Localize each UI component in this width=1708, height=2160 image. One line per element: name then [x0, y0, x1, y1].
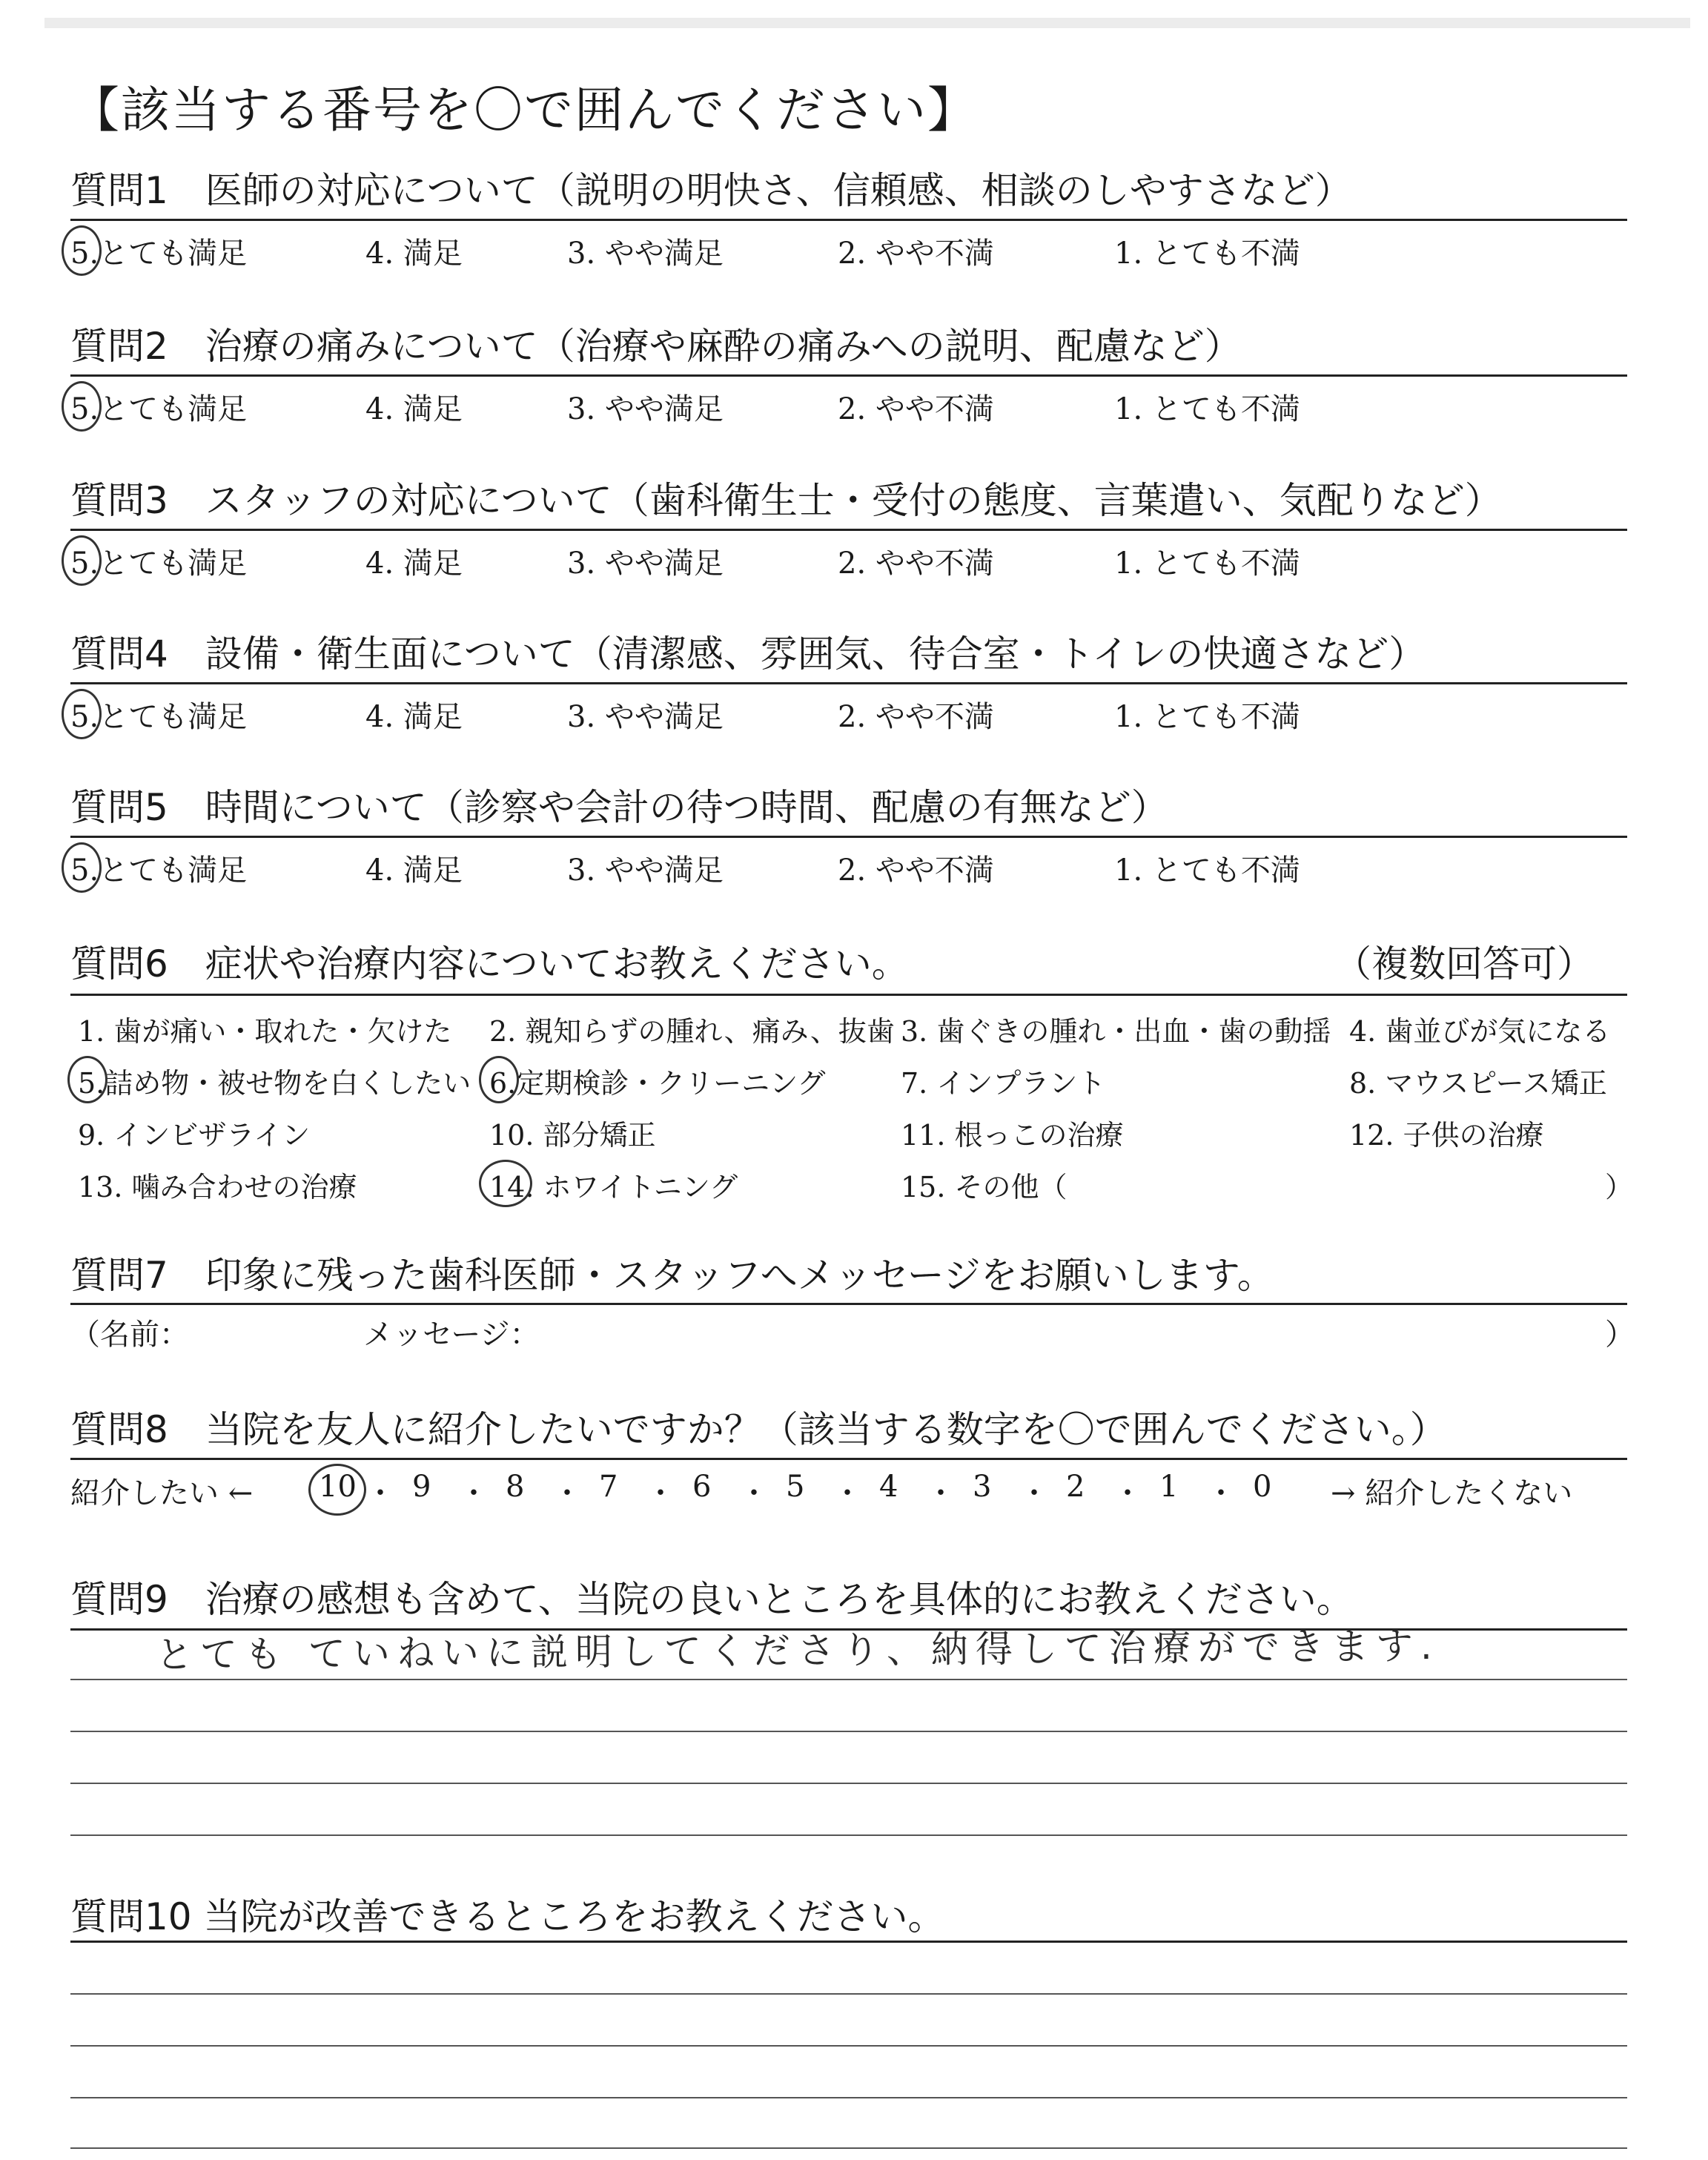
rating-option[interactable]: 4. 満足 — [365, 392, 463, 426]
question-rule — [70, 529, 1627, 531]
scale-separator: ・ — [365, 1476, 395, 1510]
rating-option[interactable]: 1. とても不満 — [1114, 392, 1300, 426]
q7-message-label: メッセージ： — [363, 1318, 540, 1352]
scale-separator: ・ — [833, 1476, 862, 1510]
question-2 — [70, 323, 1627, 370]
q6-option[interactable]: 12. 子供の治療 — [1349, 1119, 1544, 1152]
scale-number[interactable]: 10 — [319, 1470, 357, 1504]
q6-option[interactable]: 13. 噛み合わせの治療 — [78, 1171, 357, 1203]
scale-number[interactable]: 1 — [1159, 1470, 1179, 1504]
rating-option[interactable]: 1. とても不満 — [1114, 853, 1300, 888]
q10-block — [70, 1893, 1627, 1941]
rating-option[interactable]: 5.とても満足 — [70, 237, 248, 271]
q6-option[interactable]: 14. ホワイトニング — [489, 1171, 738, 1203]
rating-option[interactable]: 2. やや不満 — [838, 392, 994, 426]
q7-name-label: （名前： — [70, 1318, 189, 1352]
rating-options — [70, 540, 1627, 584]
q10-line — [70, 1993, 1627, 1995]
question-rule — [70, 219, 1627, 221]
rating-option[interactable]: 5.とても満足 — [70, 546, 248, 581]
scale-separator: ・ — [1206, 1476, 1236, 1510]
q6-note: （複数回答可） — [1334, 942, 1594, 985]
rating-option[interactable]: 3. やや満足 — [567, 700, 724, 734]
rating-options — [70, 693, 1627, 738]
selection-circle — [62, 535, 102, 586]
rating-options — [70, 230, 1627, 274]
rating-option[interactable]: 2. やや不満 — [838, 853, 994, 888]
question-title: 質問3 スタッフの対応について（歯科衛生士・受付の態度、言葉遣い、気配りなど） — [70, 479, 1502, 522]
rating-option[interactable]: 4. 満足 — [365, 700, 463, 734]
q6-option[interactable]: 3. 歯ぐきの腫れ・出血・歯の動揺 — [901, 1015, 1331, 1048]
q6-option[interactable]: 9. インビザライン — [78, 1119, 311, 1152]
question-title: 質問4 設備・衛生面について（清潔感、雰囲気、待合室・トイレの快適さなど） — [70, 633, 1426, 676]
q9-line — [70, 1783, 1627, 1784]
q6-option[interactable]: 4. 歯並びが気になる — [1349, 1015, 1611, 1048]
q6-option[interactable]: 6.定期検診・クリーニング — [489, 1067, 826, 1100]
rating-option[interactable]: 3. やや満足 — [567, 853, 724, 888]
q9-title: 質問9 治療の感想も含めて、当院の良いところを具体的にお教えください。 — [70, 1578, 1354, 1621]
scale-number[interactable]: 8 — [506, 1470, 525, 1504]
q6-option[interactable]: 7. インプラント — [901, 1067, 1106, 1100]
question-5 — [70, 784, 1627, 831]
question-title: 質問1 医師の対応について（説明の明快さ、信頼感、相談のしやすさなど） — [70, 169, 1352, 212]
q6-option[interactable]: 5.詰め物・被せ物を白くしたい — [78, 1067, 471, 1100]
rating-option[interactable]: 4. 満足 — [365, 546, 463, 581]
q7-block — [70, 1252, 1627, 1299]
scale-number[interactable]: 4 — [879, 1470, 898, 1504]
q9-line — [70, 1679, 1627, 1680]
question-rule — [70, 374, 1627, 377]
rating-option[interactable]: 2. やや不満 — [838, 700, 994, 734]
q9-handwritten-answer: とても ていねいに説明してくださり、納得して治療ができます. — [155, 1624, 1440, 1677]
rating-option[interactable]: 3. やや満足 — [567, 392, 724, 426]
rating-option[interactable]: 1. とても不満 — [1114, 700, 1300, 734]
q7-message-line — [70, 1311, 1635, 1355]
q10-line — [70, 2147, 1627, 2149]
q9-line — [70, 1834, 1627, 1836]
rating-options — [70, 386, 1627, 430]
q8-title: 質問8 当院を友人に紹介したいですか？（該当する数字を〇で囲んでください。） — [70, 1408, 1447, 1451]
q8-block — [70, 1406, 1627, 1453]
q10-line — [70, 2045, 1627, 2047]
scale-separator: ・ — [739, 1476, 769, 1510]
q6-option[interactable]: 2. 親知らずの腫れ、痛み、抜歯 — [489, 1015, 895, 1048]
question-title: 質問5 時間について（診察や会計の待つ時間、配慮の有無など） — [70, 786, 1168, 829]
q7-rule — [70, 1303, 1627, 1305]
rating-options — [70, 847, 1627, 891]
selection-circle — [308, 1464, 366, 1516]
q8-right-label: → 紹介したくない — [1331, 1476, 1573, 1510]
scale-separator: ・ — [1113, 1476, 1142, 1510]
question-title: 質問2 治療の痛みについて（治療や麻酔の痛みへの説明、配慮など） — [70, 325, 1242, 368]
rating-option[interactable]: 1. とても不満 — [1114, 546, 1300, 581]
rating-option[interactable]: 3. やや満足 — [567, 546, 724, 581]
q6-option[interactable]: 8. マウスピース矯正 — [1349, 1067, 1607, 1100]
scale-number[interactable]: 6 — [692, 1470, 712, 1504]
q10-rule — [70, 1941, 1627, 1943]
selection-circle — [479, 1160, 532, 1207]
question-3 — [70, 477, 1627, 524]
selection-circle — [479, 1056, 519, 1103]
rating-option[interactable]: 2. やや不満 — [838, 237, 994, 271]
q10-line — [70, 2097, 1627, 2098]
q6-option[interactable]: 15. その他（ — [901, 1171, 1068, 1203]
q7-close-paren: ） — [1605, 1318, 1635, 1352]
selection-circle — [62, 689, 102, 739]
q9-line — [70, 1731, 1627, 1732]
form-header: 【該当する番号を〇で囲んでください】 — [70, 82, 978, 139]
scale-separator: ・ — [1019, 1476, 1049, 1510]
rating-option[interactable]: 3. やや満足 — [567, 237, 724, 271]
rating-option[interactable]: 5.とても満足 — [70, 392, 248, 426]
scale-separator: ・ — [646, 1476, 675, 1510]
q6-title-text: 質問6 症状や治療内容についてお教えください。 — [70, 942, 909, 985]
q6-option[interactable]: 1. 歯が痛い・取れた・欠けた — [78, 1015, 452, 1048]
rating-option[interactable]: 1. とても不満 — [1114, 237, 1300, 271]
selection-circle — [67, 1056, 107, 1103]
q10-title: 質問10 当院が改善できるところをお教えください。 — [70, 1895, 945, 1938]
q6-title — [70, 940, 1627, 988]
scale-number[interactable]: 2 — [1066, 1470, 1085, 1504]
q7-title: 質問7 印象に残った歯科医師・スタッフへメッセージをお願いします。 — [70, 1254, 1274, 1297]
scale-number[interactable]: 7 — [599, 1470, 618, 1504]
rating-option[interactable]: 5.とても満足 — [70, 700, 248, 734]
rating-option[interactable]: 5.とても満足 — [70, 853, 248, 888]
question-rule — [70, 836, 1627, 838]
q6-option[interactable]: 10. 部分矯正 — [489, 1119, 656, 1152]
q6-block — [70, 940, 1627, 988]
scale-separator: ・ — [926, 1476, 956, 1510]
rating-option[interactable]: 2. やや不満 — [838, 546, 994, 581]
selection-circle — [62, 225, 102, 276]
selection-circle — [62, 381, 102, 432]
q6-option[interactable]: ） — [1605, 1171, 1634, 1203]
rating-option[interactable]: 4. 満足 — [365, 237, 463, 271]
q8-rule — [70, 1458, 1627, 1460]
question-rule — [70, 682, 1627, 684]
scale-number[interactable]: 9 — [412, 1470, 431, 1504]
question-1 — [70, 167, 1627, 214]
scale-separator: ・ — [552, 1476, 582, 1510]
q6-option[interactable]: 11. 根っこの治療 — [901, 1119, 1124, 1152]
q8-left-label: 紹介したい ← — [70, 1476, 254, 1510]
selection-circle — [62, 842, 102, 893]
q8-scale — [70, 1470, 1635, 1514]
scale-separator: ・ — [459, 1476, 489, 1510]
rating-option[interactable]: 4. 満足 — [365, 853, 463, 888]
scale-number[interactable]: 0 — [1253, 1470, 1272, 1504]
scale-number[interactable]: 3 — [973, 1470, 992, 1504]
q6-rule — [70, 994, 1627, 996]
question-4 — [70, 630, 1627, 678]
scale-number[interactable]: 5 — [786, 1470, 805, 1504]
scan-top-edge — [44, 18, 1690, 28]
